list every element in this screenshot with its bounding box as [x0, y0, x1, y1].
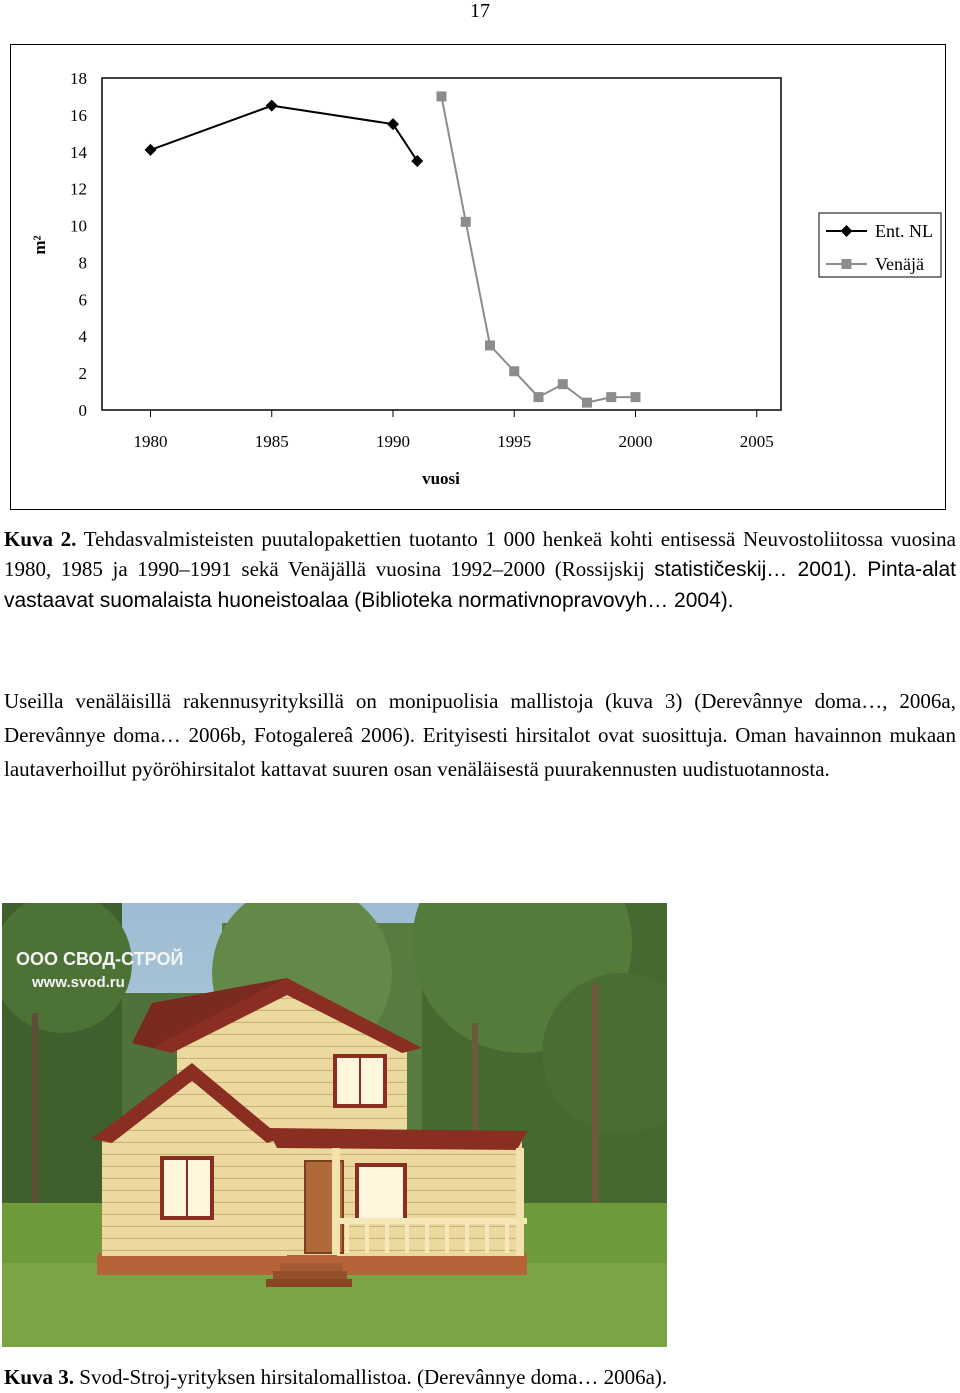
- data-point-venaja: [437, 91, 447, 101]
- y-axis: [70, 69, 88, 420]
- series-line-ent-nl: [151, 106, 418, 161]
- data-point-venaja: [631, 392, 641, 402]
- body-paragraph: Useilla venäläisillä rakennusyrityksillä on monipuolisia mallistoja (kuva 3) (Derevânnye doma…, 2006a, Derevânnye doma… 2006b, Fotogalereâ 2006). Erityisesti hirsitalot ovat suosittuja. Oman havainnon mukaan lautaverhoillut pyöröhirsitalot kattavat suuren osan venäläisestä puurakennusten uudistuotannosta.: [4, 689, 956, 781]
- data-point-venaja: [582, 398, 592, 408]
- data-point-venaja: [485, 340, 495, 350]
- data-point-ent-nl: [145, 144, 157, 156]
- y-tick-label: 12: [70, 179, 87, 199]
- house-illustration: [2, 903, 667, 1347]
- y-tick-label: 6: [78, 290, 87, 310]
- figure-2-caption-text: Tehdasvalmisteisten puutalopakettien tuotanto 1 000 henkeä kohti entisessä Neuvostoliitossa vuosina 1980, 1985 ja 1990–1991 sekä Venäjällä vuosina 1992–2000 (Rossijskij: [4, 527, 956, 581]
- x-tick-label: 1990: [376, 432, 410, 451]
- y-tick-label: 16: [70, 105, 87, 125]
- data-point-venaja: [606, 392, 616, 402]
- data-point-venaja: [558, 379, 568, 389]
- y-tick-label: 18: [70, 69, 87, 88]
- x-tick-label: 2000: [618, 432, 653, 451]
- x-axis: [134, 410, 774, 451]
- y-tick-label: 0: [78, 401, 87, 420]
- x-tick-label: 1980: [133, 432, 168, 451]
- data-point-venaja: [461, 217, 471, 227]
- figure-2-label: Kuva 2.: [4, 527, 77, 551]
- data-point-venaja: [534, 392, 544, 402]
- y-tick-label: 2: [78, 364, 87, 384]
- series-line-venaja: [442, 96, 636, 402]
- plot-area: [102, 78, 781, 410]
- x-tick-label: 1995: [497, 432, 532, 451]
- x-axis-label: vuosi: [422, 469, 460, 488]
- figure-3-caption-text: Svod-Stroj-yrityksen hirsitalomallistoa. (Derevânnye doma… 2006a).: [79, 1365, 668, 1389]
- page-number: 17: [470, 0, 490, 22]
- line-chart: [11, 45, 945, 509]
- data-point-venaja: [509, 366, 519, 376]
- figure-2-caption-text-sans: statističeskij… 2001). Pinta-alat vastaavat suomalaista huoneistoalaa (Biblioteka normativnopravovyh… 2004).: [4, 558, 956, 612]
- legend-label-venaja: Venäjä: [875, 254, 924, 274]
- y-tick-label: 4: [78, 327, 87, 347]
- data-point-ent-nl: [387, 118, 399, 130]
- x-tick-label: 1985: [254, 432, 289, 451]
- y-tick-label: 8: [78, 253, 87, 273]
- house-photo: [2, 903, 667, 1347]
- legend: [819, 213, 941, 277]
- company-logo-text: ООО СВОД-СТРОЙ: [16, 949, 184, 969]
- company-url-text: www.svod.ru: [32, 974, 125, 991]
- data-point-ent-nl: [411, 155, 423, 167]
- y-axis-label: m²: [30, 235, 49, 255]
- x-tick-label: 2005: [739, 432, 774, 451]
- y-tick-label: 10: [70, 216, 87, 236]
- legend-marker-venaja: [842, 259, 852, 269]
- figure-3-label: Kuva 3.: [4, 1365, 75, 1389]
- figure-2-caption: [4, 524, 956, 616]
- y-tick-label: 14: [70, 142, 87, 162]
- chart-figure: [10, 44, 946, 510]
- legend-label-ent-nl: Ent. NL: [875, 221, 933, 241]
- figure-3-caption: [4, 1362, 956, 1392]
- series-layer: [145, 91, 641, 407]
- data-point-ent-nl: [266, 100, 278, 112]
